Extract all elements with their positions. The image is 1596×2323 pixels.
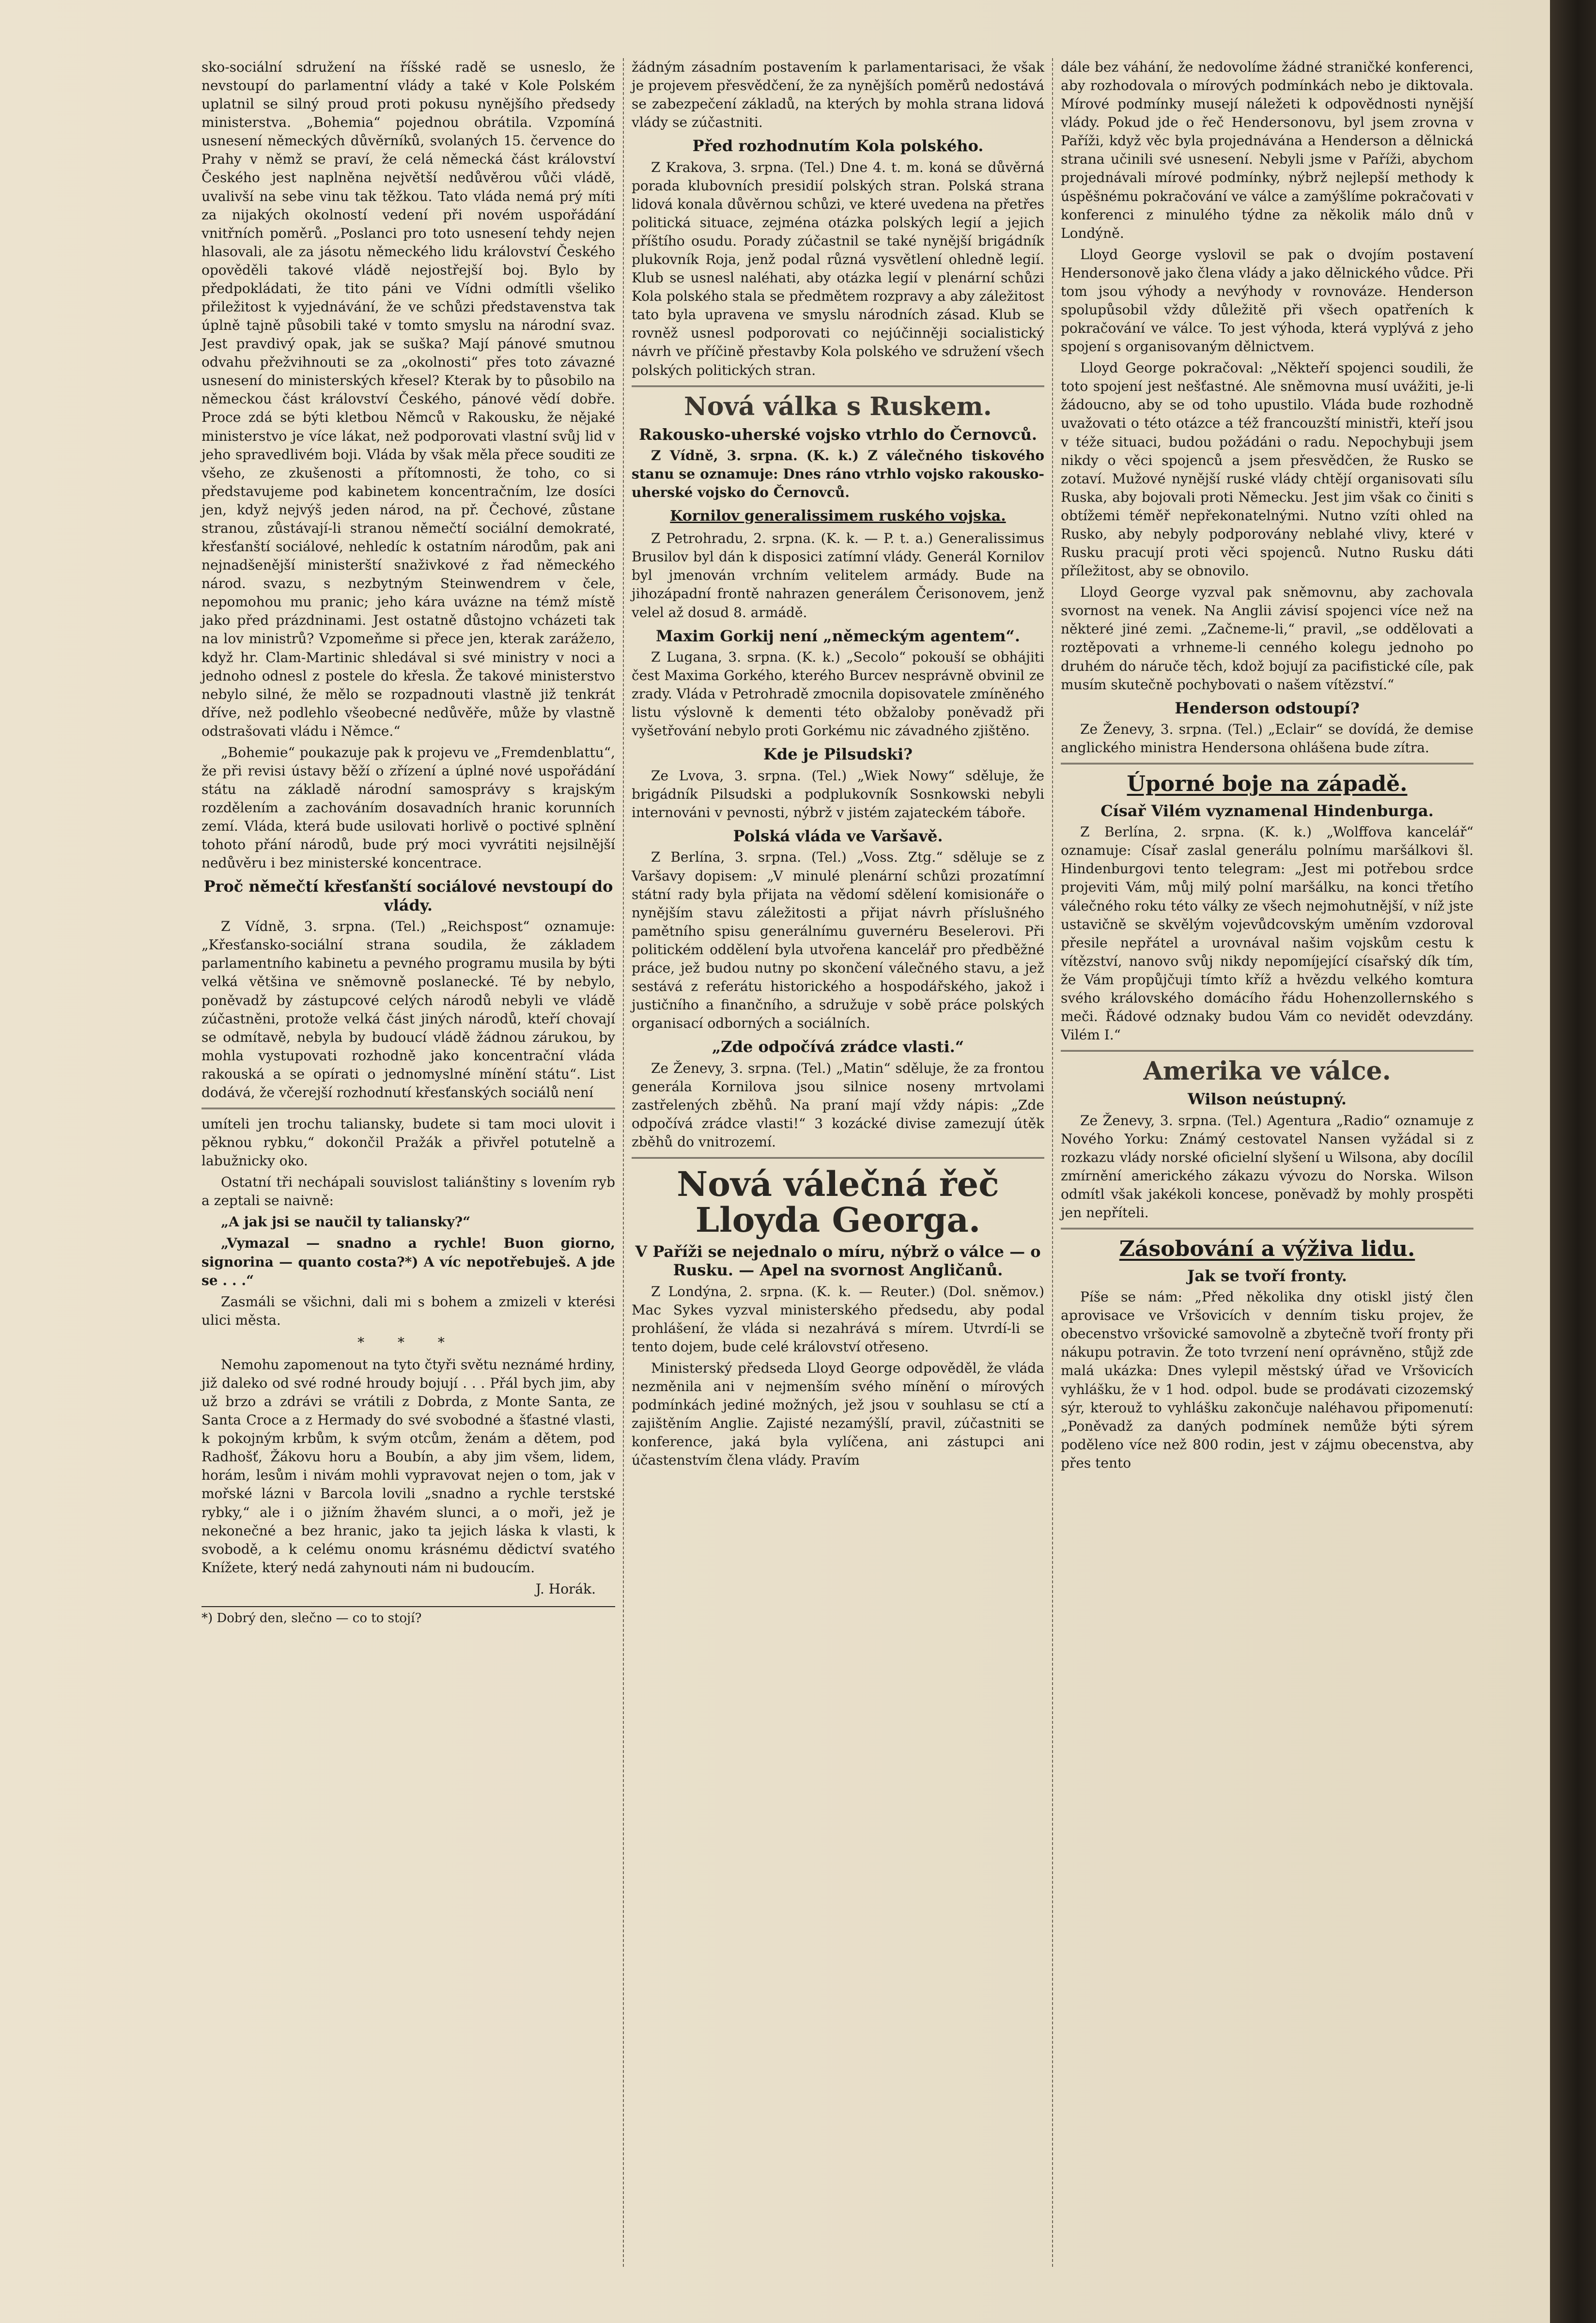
column-1	[194, 58, 623, 2267]
column-2	[623, 58, 1052, 2267]
feuilleton-text: umíteli jen trochu taliansky, budete si tam moci ulovit i pěknou rybku,“ dokončil Pražák a přivřel potutelně a labužnicky oko.	[201, 1116, 615, 1169]
feuilleton-text: Zasmáli se všichni, dali mi s bohem a zmizeli v kterési ulici města.	[201, 1293, 615, 1328]
article-text: Ze Lvova, 3. srpna. (Tel.) „Wiek Nowy“ sděluje, že brigádník Pilsudski a podplukovník Sosnkowski nebyli internováni v pevnosti, nýbrž v jistém zajateckém táboře.	[632, 767, 1044, 821]
divider	[1061, 763, 1473, 764]
article-text: „Bohemie“ poukazuje pak k projevu ve „Fremdenblattu“, že při revisi ústavy běží o zřízení a úplné nové uspořádání státu na základě národní samosprávy s krajským rozdělením a zachováním dosavadních hranic korunních zemí. Vláda, která bude usilovati horlivě o poctivé splnění tohoto přání národů, bude prý moci vyvrátiti nejsilnější nedůvěru i bez ministerské koncentrace.	[201, 744, 615, 871]
headline-new-war: Nová válka s Ruskem.	[684, 391, 992, 421]
headline-america: Amerika ve válce.	[1143, 1056, 1391, 1086]
article-text: Lloyd George pokračoval: „Někteří spojenci soudili, že toto spojení jest nešťastné. Ale sněmovna musí uvážiti, je-li žádoucno, aby se od toho upustilo. Vláda bude rozhodně uvažovati o této otázce a též francouzští ministři, kteří jsou v téže situaci, budou požádáni o radu. Nepochybuji jsem nikdy o věci spojenců a jsem přesvědčen, že Rusko se zotaví. Mužové nynější ruské vlády chtějí organisovati sílu Ruska, aby bojovali proti Německu. Jest jim však co činiti s obtížemi téměř nepřekonatelnými. Nutno vzíti ohled na Rusko, aby nebyly podporovány neblahé vlivy, které v Rusku pracují proti věci spojenců. Nutno Rusku dáti příležitost, aby se obnovilo.	[1061, 360, 1473, 579]
feuilleton-text: „Vymazal — snadno a rychle! Buon giorno, signorina — quanto costa?*) A víc nepotřebuješ. A jde se . . .“	[201, 1235, 615, 1288]
scan-edge	[1550, 0, 1596, 2323]
article-text: Ministerský předseda Lloyd George odpověděl, že vláda nezměnila ani v nejmenším svého mínění o mírových podmínkách jediné možných, jež jsou v souhlasu se ctí a zajištěním Anglie. Zajisté nezamýšlí, pravil, zúčastniti se konference, jaká byla vylíčena, ani zástupci ani účastenstvím člena vlády. Pravím	[632, 1360, 1044, 1469]
article-text: Ze Ženevy, 3. srpna. (Tel.) „Eclair“ se dovídá, že demise anglického ministra Hendersona ohlášena bude zítra.	[1061, 721, 1473, 756]
subheadline-paris: V Paříži se nejednalo o míru, nýbrž o válce — o Rusku. — Apel na svornost Angličanů.	[635, 1242, 1041, 1280]
headline-kornilov: Kornilov generalissimem ruského vojska.	[670, 508, 1006, 525]
article-text: Z Krakova, 3. srpna. (Tel.) Dne 4. t. m. koná se důvěrná porada klubovních presidií polských stran. Polská strana lidová konala důvěrnou schůzi, ve které uvedena na přetřes politická situace, zejména otázka polských legií a jejich příštího osudu. Porady zúčastnil se také nynější brigádník plukovník Roja, jenž podal různá vysvětlení ohledně legií. Klub se usnesl naléhati, aby otázka legií v plenární schůzi Kola polského stala se předmětem rozpravy a aby záležitost tato byla upravena ve smyslu národních zásad. Klub se rovněž usnesl podporovati co nejúčinněji socialistický návrh ve příčině přestavby Kola polského ve sdružení všech polských politických stran.	[632, 159, 1044, 378]
page-columns	[194, 58, 1511, 2267]
headline-warsaw: Polská vláda ve Varšavě.	[733, 827, 943, 846]
article-text: Lloyd George vyslovil se pak o dvojím postavení Hendersonově jako člena vlády a jako dělnického vůdce. Při tom jsou výhody a nevýhody v rovnováze. Henderson spolupůsobil vždy důležitě při všech opatřeních k pokračování ve válce. To jest výhoda, která vyplývá z jeho spojení s organisovaným dělnictvem.	[1061, 246, 1473, 355]
section-stars: * * *	[357, 1334, 459, 1350]
headline-food-supply: Zásobování a výživa lidu.	[1119, 1237, 1415, 1262]
divider	[201, 1108, 615, 1109]
article-text: sko-sociální sdružení na říšské radě se usneslo, že nevstoupí do parlamentní vlády a také v Kole Polském uplatnil se silný proud proti pokusu nynějšího předsedy ministerstva. „Bohemia“ pojednou obrátila. Vzpomíná usnesení německých důvěrníků, svolaných 15. července do Prahy v němž se praví, že celá německá část království Českého jest naplněna největší nedůvěrou vůči vládě, uvalivší na sebe vinu tak těžkou. Tato vláda nemá prý míti za nijakých okolností vedení při novém uspořádání vnitřních poměrů. „Poslanci pro toto usnesení tehdy nejen hlasovali, ale za jásotu německého lidu království Českého opověděli takové vládě nejostřejší boj. Bylo by předpokládati, že tito páni ve Vídni odmítli všeliko přiležitost k vyjednávání, že ve schůzi představenstva tak úplně tajně působili také v tomto smyslu na národní svaz. Jest pravdivý opak, jak se suška? Mají pánové smutnou odvahu přežvihnouti se za „okolnosti“ přes toto závazné usnesení do ministerských křesel? Kterak by to působilo na německou část království Českého, pánové vědí dobře. Proce zdá se býti kletbou Němců v Rakousku, že nějaké ministerstvo je více lákat, než podporovati vlastní svůj lid v jeho spravedlivém boji. Vláda by však měla přece souditi ze všeho, ze zkušenosti a přítomnosti, že toho, co si představujeme pod kabinetem koncentračním, lze dosíci jen, když nejvýš jeden národ, na př. Čechové, zůstane stranou, zůstávají-li stranou němečtí sociální demokraté, křesťanští sociálové, nehledíc k ostatním národům, pak ani nejnadšenější ministerští snaživkové z řad německého národ. svazu, s nezbytným Steinwendrem v čele, nepomohou mu pranic; jeho kára uvázne na témž místě jako před prázdninami. Jest ostatně důstojno vcházeti tak na lov ministrů? Vzpomeňme si přece jen, kterak zarážело, když hr. Clam-Martinic shledával si své ministry v noci a jednoho odnesl z postele do křesla. Že takové ministerstvo nebylo silné, že mělo se rozpadnouti vlastně již tenkrát dříve, než podlehlo všeobecné nedůvěře, může by vlastně odstrašovati vládu i Němce.“	[201, 59, 615, 739]
subheadline-queues: Jak se tvoří fronty.	[1187, 1266, 1347, 1285]
subheadline-wilson: Wilson neústupný.	[1187, 1090, 1347, 1109]
divider	[632, 386, 1044, 387]
article-text: žádným zásadním postavením k parlamentarisaci, že však je projevem přesvědčení, že za nynějších poměrů nedostává se zabezpečení základů, na kterých by mohla strana lidová vlády se zúčastniti.	[632, 59, 1044, 131]
column-3	[1052, 58, 1481, 2267]
author-signature: J. Horák.	[535, 1580, 596, 1597]
article-text: Z Berlína, 2. srpna. (K. k.) „Wolffova kancelář“ oznamuje: Císař zaslal generálu polnímu maršálkovi šl. Hindenburgovi tento telegram: „Jest mi potřebou srdce projeviti Vám, můj milý polní maršálku, na konci třetího válečného roku této války ze všech nejmohutnější, v níž jste ustavičně se skvělým vojevůdcovským uměním vzdoroval přesile nepřátel a urovnával našim vojskům cestu k vítězství, nanovo svůj nikdy nepomíjející císařský dík tím, že Vám propůjčuji tímto kříž a hvězdu velkého komtura svého královského domácího řádu Hohenzollernského s meči. Řádové odznaky budou Vám co nevidět odevzdány. Vilém I.“	[1061, 824, 1473, 1043]
headline-henderson: Henderson odstoupí?	[1175, 698, 1360, 717]
article-text: Z Lugana, 3. srpna. (K. k.) „Secolo“ pokouší se obhájiti čest Maxima Gorkého, kterého Burcev nesprávně obvinil ze zrady. Vláda v Petrohradě zmocnila dopisovatele zmíněného listu výslovně k dementi této obžaloby poněvadž při vyšetřování nebylo proti Gorkému nic závadného zjištěno.	[632, 649, 1044, 739]
headline-traitor: „Zde odpočívá zrádce vlasti.“	[712, 1038, 964, 1056]
article-text: Z Berlína, 3. srpna. (Tel.) „Voss. Ztg.“ sděluje se z Varšavy dopisem: „V minulé plenární schůzi prozatímní státní rady byla přijata na vědomí sdělení komisionáře o nynějším stavu záležitosti a přijat návrh příslušného pamětního spisu generálnímu guvernéru Beselerovi. Při politickém oddělení byla utvořena kancelář pro předběžné práce, jež budou nutny po skončení válečného stavu, a jež sestává z referátu historického a hospodářského, jakož i justičního a finančního, a sdružuje v sobě práce polských organisací odborných a sociálních.	[632, 849, 1044, 1032]
article-text: Z Londýna, 2. srpna. (K. k. — Reuter.) (Dol. sněmov.) Mac Sykes vyzval ministerského předsedu, aby podal prohlášení, že vláda si nezahrává s mírem. Utvrdí-li se tento dojem, bude celé království otřeseno.	[632, 1283, 1044, 1355]
feuilleton-text: „A jak jsi se naučil ty taliansky?“	[221, 1214, 471, 1230]
divider	[632, 1157, 1044, 1159]
article-text: Ze Ženevy, 3. srpna. (Tel.) „Matin“ sděluje, že za frontou generála Kornilova jsou silnice noseny mrtvolami zastřelených zběhů. Na praní mají vždy nápis: „Zde odpočívá zrádce vlasti!“ 3 kozácké divise zamezují útěk zběhů do vnitrozemí.	[632, 1060, 1044, 1150]
article-text: Ze Ženevy, 3. srpna. (Tel.) Agentura „Radio“ oznamuje z Nového Yorku: Známý cestovatel Nansen vyžádal si z rozkazu vlády norské oficielní slyšení u Wilsona, aby docílil zmírnění amerického zákazu vývozu do Norska. Wilson odmítl však jakékoli koncese, poněvadž by mohly prospěti jen nepříteli.	[1061, 1112, 1473, 1221]
feuilleton-text: Ostatní tři nechápali souvislost taliánštiny s lovením ryb a zeptali se naivně:	[201, 1174, 615, 1209]
article-text: Z Vídně, 3. srpna. (Tel.) „Reichspost“ oznamuje: „Křesťansko-sociální strana soudila, že základem parlamentního kabinetu a pevného programu musila by býti velká většina ve sněmovně poslanecké. Té by nebylo, poněvadž by zástupcové celých národů nebyli ve vládě zúčastněni, protože velká část jiných národů, kteří chovají se odmítavě, nebyla by budoucí vládě žádnou zárukou, by mohla vystupovati rozhodně jako koncentrační vláda rakouská a se opírati o jednomyslné mínění státu“. List dodává, že včerejší rozhodnutí křesťanských sociálů není	[201, 918, 615, 1100]
footnote: *) Dobrý den, slečno — co to stojí?	[201, 1606, 615, 1627]
feuilleton-text: Nemohu zapomenout na tyto čtyři světu neznámé hrdiny, již daleko od své rodné hroudy bojují . . . Přál bych jim, aby už brzo a zdrávi se vrátili z Dobrda, z Monte Santa, ze Santa Croce a z Hermady do své svobodné a šťastné vlasti, k pokojným krbům, k svým otcům, ženám a dětem, pod Radhošť, Žákovu horu a Boubín, a aby jim všem, lidem, horám, lesům i nivám mohli vypravovat nejen o tom, jak v mořské lázni v Barcola lovili „snadno a rychle terstské rybky,“ ale i o jižním žhavém slunci, a o moři, jež je nekonečné a bez hranic, jako ta jejich láska k vlasti, k svobodě, a k celému onomu krásnému dědictví svatého Knížete, který nedá zahynouti nám ni budoucím.	[201, 1356, 615, 1576]
article-text: Píše se nám: „Před několika dny otiskl jistý člen aprovisace ve Vršovicích v denním tisku projev, že obecenstvo vršovické samovolně a zbytečně tvoří fronty při nákupu potravin. Že toto tvrzení není oprávněno, stůjž zde malá ukázka: Dnes vylepil městský úřad ve Vršovicích vyhlášku, že v 1 hod. odpol. bude se prodávati cizozemský sýr, kterouž to vyhlášku zakončuje naléhavou připomenutí: „Poněvadž za daných podmínek nemůže býti sýrem poděleno více než 800 rodin, jest v zájmu obecenstva, aby přes tento	[1061, 1289, 1473, 1471]
headline-western-front: Úporné boje na západě.	[1127, 772, 1408, 797]
article-text: Z Petrohradu, 2. srpna. (K. k. — P. t. a.) Generalissimus Brusilov byl dán k disposici zatímní vlády. Generál Kornilov byl jmenován vrchním velitelem armády. Bude na jihozápadní frontě nahrazen generálem Čerisonovem, jenž velel až dosud 8. armádě.	[632, 530, 1044, 620]
article-text: Z Vídně, 3. srpna. (K. k.) Z válečného tiskového stanu se oznamuje: Dnes ráno vtrhlo vojsko rakousko-uherské vojsko do Černovců.	[632, 448, 1044, 501]
article-text: Lloyd George vyzval pak sněmovnu, aby zachovala svornost na venek. Na Anglii závisí spojenci více než na některé jiné zemi. „Začneme-li,“ pravil, „se oddělovati a roztěpovati a vrhneme-li cenného kolegu jednoho po druhém do náruče těch, kdož bojují za pacifistické cíle, pak musím skutečně pochybovati o našem vítězství.“	[1061, 584, 1473, 693]
headline-polish-circle: Před rozhodnutím Kola polského.	[692, 137, 984, 155]
subheadline-chernivtsi: Rakousko-uherské vojsko vtrhlo do Černovců.	[638, 425, 1038, 444]
headline-pilsudski: Kde je Pilsudski?	[763, 745, 913, 764]
subheadline-hindenburg: Císař Vilém vyznamenal Hindenburga.	[1100, 801, 1434, 820]
headline-christian-socials: Proč němečtí křesťanští sociálové nevstoupí do vlády.	[203, 877, 613, 914]
headline-lloyd-george: Nová válečná řeč Lloyda Georga.	[677, 1164, 999, 1240]
headline-gorkij: Maxim Gorkij není „německým agentem“.	[656, 626, 1020, 645]
divider	[1061, 1050, 1473, 1052]
article-text: dále bez váhání, že nedovolíme žádné straničké konferenci, aby rozhodovala o mírových podmínkách nebo je diktovala. Mírové podmínky musejí náležeti k odpovědnosti nynější vlády. Pokud jde o řeč Hendersonovu, byl jsem zrovna v Paříži, když věc byla projednávána a Henderson a dělnická strana učinili své usnesení. Nebyli jsme v Paříži, abychom projednávali mírové podmínky, nýbrž nejlepší methody k úspěšnému pokračování ve válce a zamýšlíme pokračovati v konferenci z minulého týdne za několik málo dnů v Londýně.	[1061, 59, 1473, 241]
divider	[1061, 1228, 1473, 1229]
